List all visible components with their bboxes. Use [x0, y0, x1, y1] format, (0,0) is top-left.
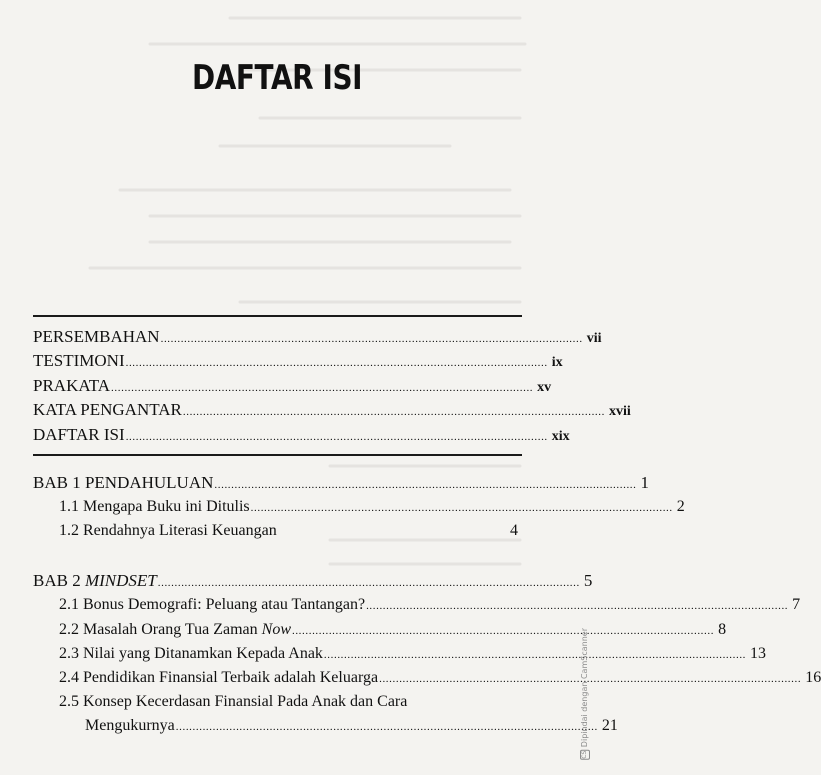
toc-section-label: 2.3 Nilai yang Ditanamkan Kepada Anak: [59, 645, 323, 662]
toc-section-label: 2.5 Konsep Kecerdasan Finansial Pada Anak dan Cara: [59, 693, 408, 710]
dot-leader: ..............................................................................................................................: [250, 502, 673, 514]
toc-section-page: 21: [601, 717, 618, 734]
toc-entry-label: TESTIMONI: [33, 351, 125, 370]
toc-chapter-label: BAB 2 MINDSET: [33, 571, 157, 590]
toc-entry-page: ix: [551, 355, 563, 370]
page-title: DAFTAR ISI: [192, 58, 363, 98]
toc-chapter-page: 1: [640, 473, 650, 492]
toc-section-label-continued: Mengukurnya: [85, 717, 175, 734]
dot-leader: ..............................................................................................................................: [291, 625, 715, 637]
toc-entry-label: DAFTAR ISI: [33, 425, 125, 444]
toc-section[interactable]: [59, 621, 727, 638]
dot-leader: ..............................................................................................................................: [125, 431, 548, 443]
toc-entry-label: KATA PENGANTAR: [33, 400, 182, 419]
toc-section[interactable]: [59, 669, 821, 686]
toc-entry[interactable]: [33, 351, 563, 370]
toc-section-label: 2.2 Masalah Orang Tua Zaman Now: [59, 621, 291, 638]
camscanner-icon: CS: [581, 750, 588, 759]
toc-section-label: 1.1 Mengapa Buku ini Ditulis: [59, 498, 250, 515]
toc-section-page: 2: [676, 498, 685, 515]
toc-entry[interactable]: [33, 400, 631, 419]
top-divider: [33, 315, 522, 317]
toc-section[interactable]: [59, 523, 518, 539]
toc-entry-label: PRAKATA: [33, 376, 111, 395]
toc-entry[interactable]: [33, 376, 552, 395]
toc-section-label: 2.1 Bonus Demografi: Peluang atau Tantangan?: [59, 596, 366, 613]
toc-chapter-label: BAB 1 PENDAHULUAN: [33, 473, 214, 492]
dot-leader: ..............................................................................................................................: [125, 357, 548, 369]
toc-section-page: 13: [750, 645, 767, 662]
dot-leader: ..............................................................................................................................: [323, 649, 747, 661]
toc-section-page: 8: [718, 621, 727, 638]
toc-entry-page: xvii: [608, 404, 631, 419]
middle-divider: [33, 454, 522, 456]
toc-entry-page: vii: [586, 331, 602, 346]
dot-leader: ..............................................................................................................................: [157, 577, 580, 589]
toc-section-page: 7: [792, 596, 801, 613]
dot-leader: ..............................................................................................................................: [379, 673, 802, 685]
toc-chapter-page: 5: [583, 571, 593, 590]
toc-entry[interactable]: [33, 327, 602, 346]
toc-section-label: 1.2 Rendahnya Literasi Keuangan: [59, 522, 277, 539]
toc-section-line1[interactable]: [59, 694, 518, 710]
toc-section-page: 4: [510, 522, 518, 539]
toc-entry-label: PERSEMBAHAN: [33, 327, 160, 346]
scanner-watermark-text: Dipindai dengan CamScanner: [580, 628, 589, 748]
toc-chapter[interactable]: [33, 473, 650, 492]
toc-entry[interactable]: [33, 425, 570, 444]
toc-chapter[interactable]: [33, 571, 593, 590]
dot-leader: ..............................................................................................................................: [214, 479, 637, 491]
toc-section[interactable]: [59, 645, 767, 662]
toc-section-page: 16: [805, 669, 821, 686]
dot-leader: ..............................................................................................................................: [160, 333, 583, 345]
scanner-watermark: [580, 628, 590, 763]
toc-entry-page: xv: [537, 380, 552, 395]
dot-leader: ..............................................................................................................................: [111, 382, 534, 394]
toc-section[interactable]: [59, 498, 685, 515]
dot-leader: ..............................................................................................................................: [182, 406, 605, 418]
toc-section[interactable]: [59, 596, 801, 613]
toc-entry-page: xix: [551, 429, 570, 444]
toc-section-label: 2.4 Pendidikan Finansial Terbaik adalah Keluarga: [59, 669, 379, 686]
dot-leader: ..............................................................................................................................: [366, 600, 789, 612]
dot-leader: ..............................................................................................................................: [175, 721, 598, 733]
toc-section-line2[interactable]: [85, 717, 618, 734]
